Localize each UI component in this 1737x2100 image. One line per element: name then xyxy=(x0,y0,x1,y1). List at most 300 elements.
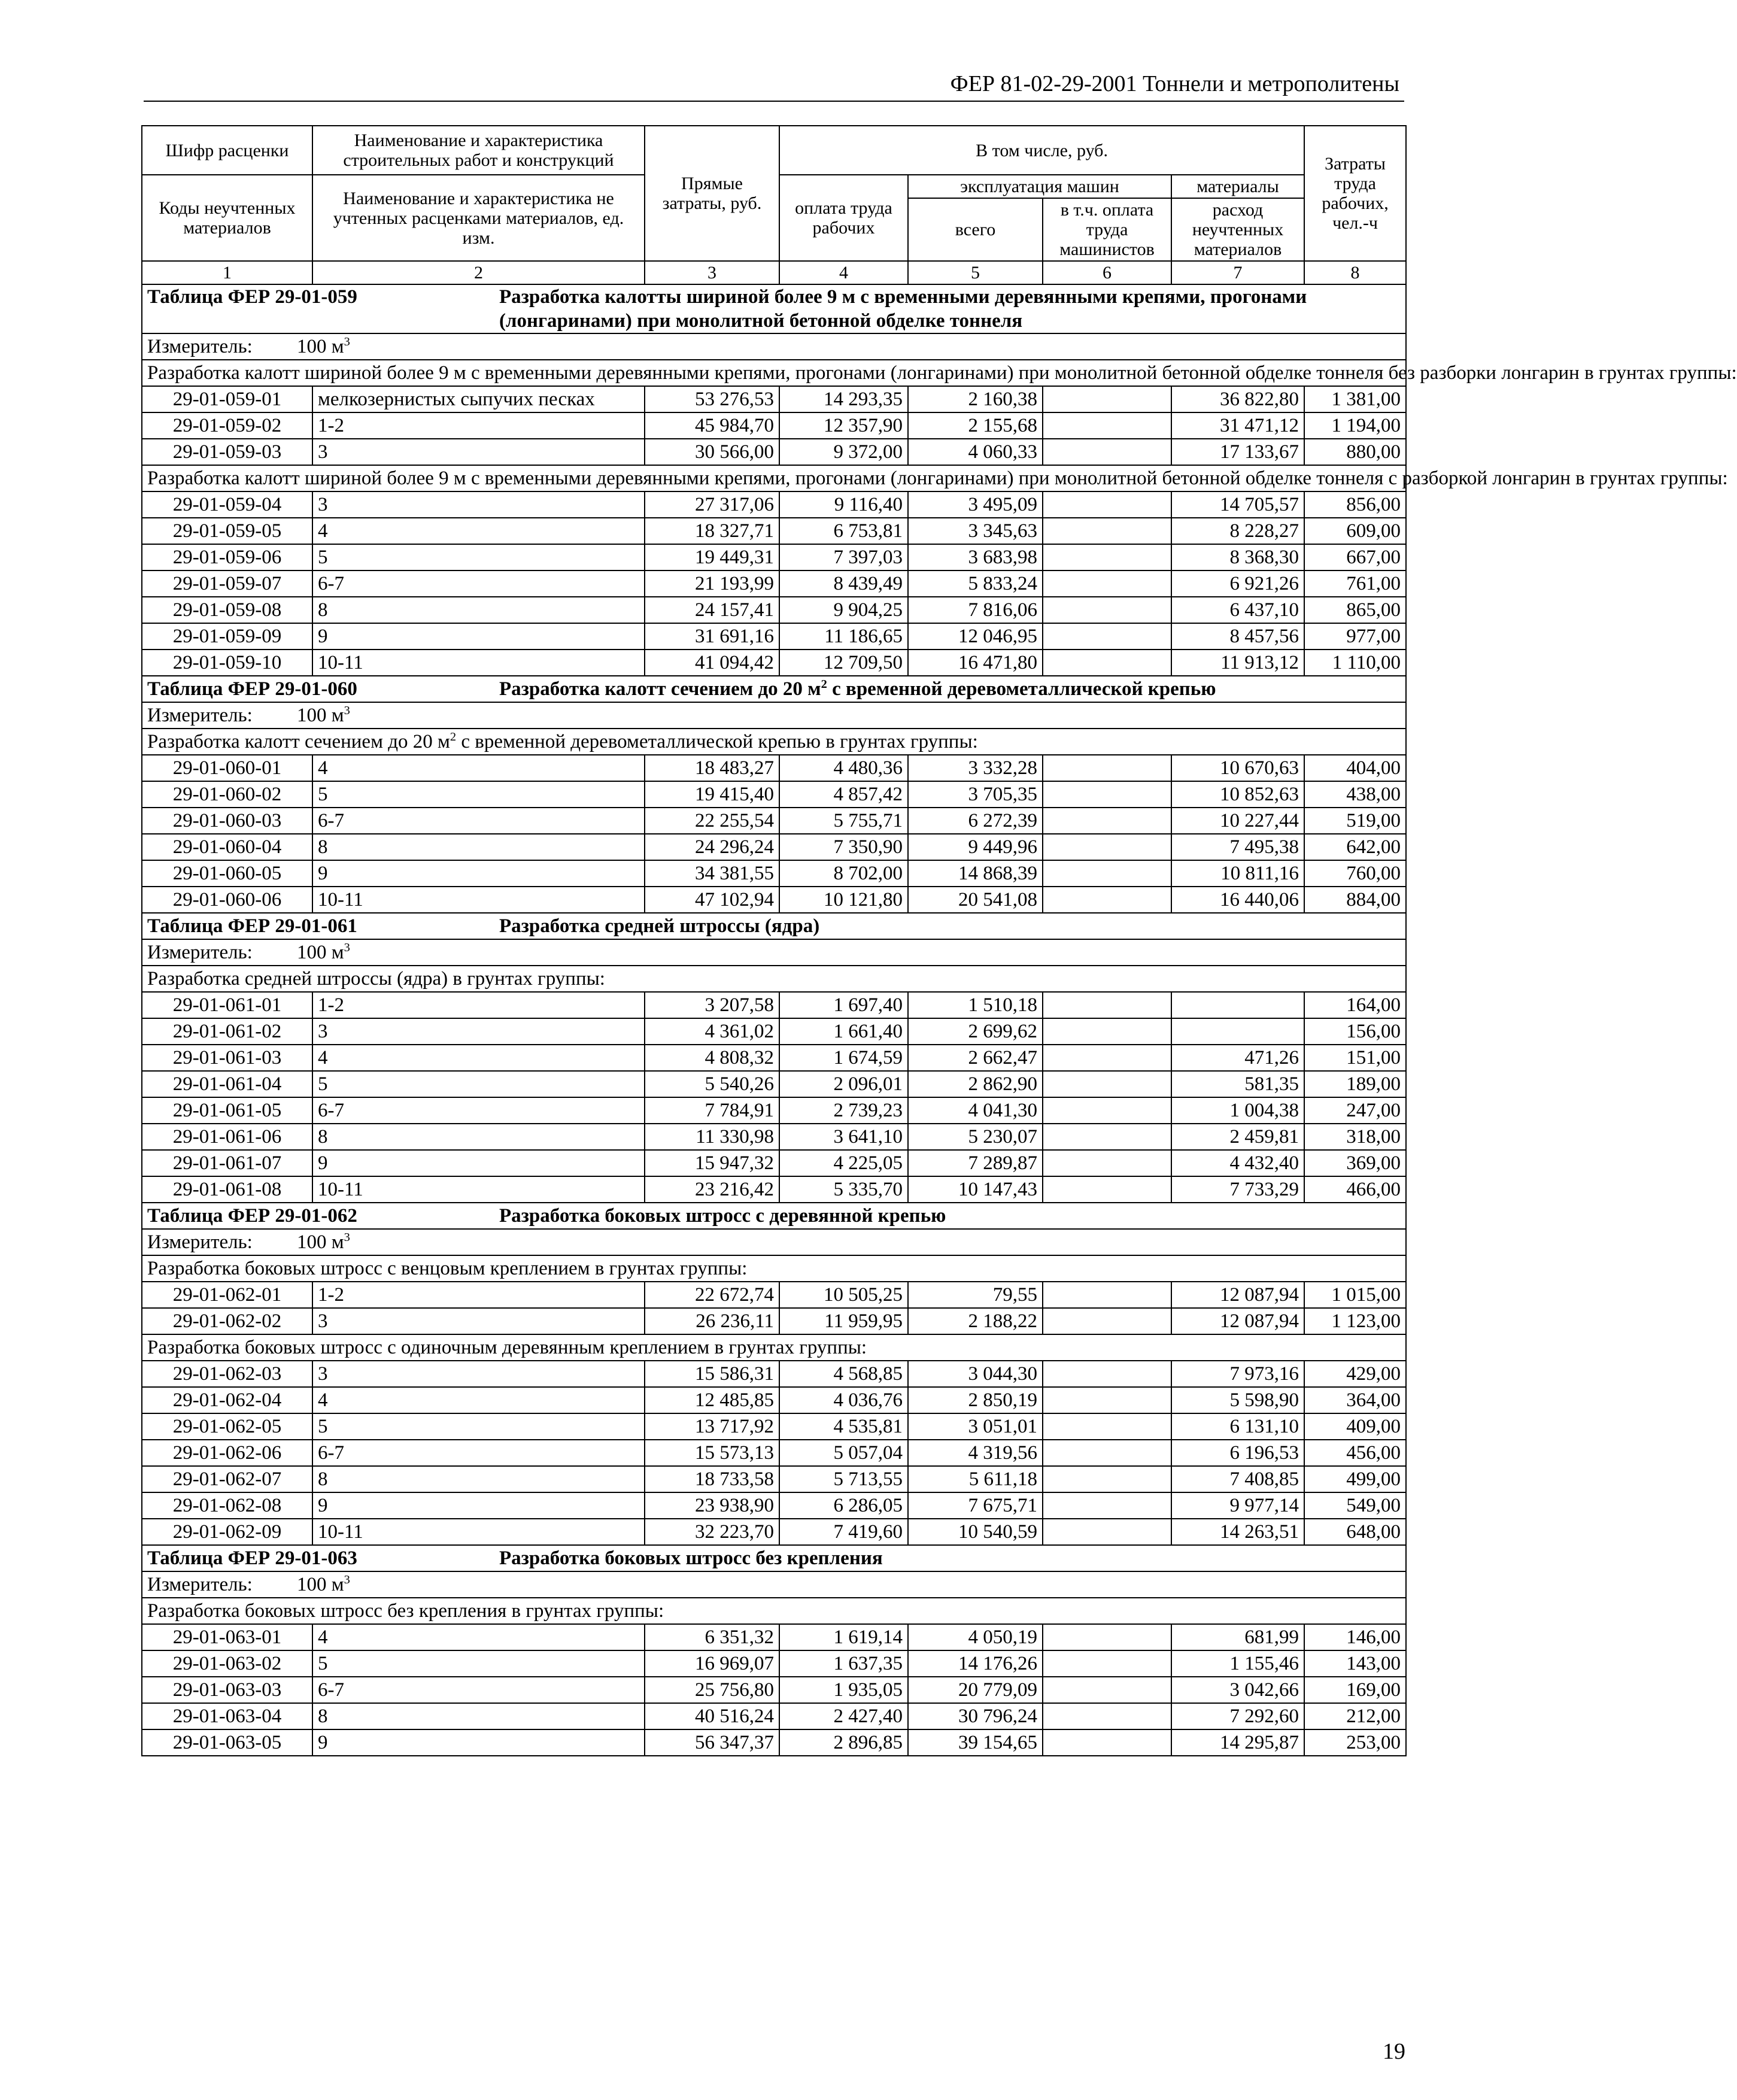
direct-cost: 18 327,71 xyxy=(645,518,779,544)
rate-code: 29-01-059-10 xyxy=(142,650,312,676)
group-name: 1-2 xyxy=(312,1282,645,1308)
group-subtitle: Разработка боковых штросс с венцовым креплением в грунтах группы: xyxy=(142,1255,1406,1282)
header-materials: материалы xyxy=(1171,175,1304,198)
table-row xyxy=(142,1071,1406,1097)
group-name: 6-7 xyxy=(312,1440,645,1466)
machines-total: 2 699,62 xyxy=(908,1018,1043,1045)
subtitle-sup: 2 xyxy=(450,730,457,744)
group-name: 5 xyxy=(312,1071,645,1097)
machines-total: 7 289,87 xyxy=(908,1150,1043,1176)
labor-cost: 369,00 xyxy=(1304,1150,1406,1176)
section-title-row xyxy=(142,913,1406,939)
machines-total: 10 147,43 xyxy=(908,1176,1043,1203)
machinist-wages xyxy=(1043,1466,1171,1492)
table-row xyxy=(142,1387,1406,1413)
subtitle-row xyxy=(142,1255,1406,1282)
rate-code: 29-01-063-01 xyxy=(142,1624,312,1650)
machines-total: 10 540,59 xyxy=(908,1519,1043,1545)
worker-wages: 6 753,81 xyxy=(779,518,908,544)
meter-sup: 3 xyxy=(344,335,350,348)
machines-total: 3 683,98 xyxy=(908,544,1043,570)
machines-total: 20 541,08 xyxy=(908,887,1043,913)
table-row xyxy=(142,386,1406,412)
machinist-wages xyxy=(1043,623,1171,650)
worker-wages: 4 857,42 xyxy=(779,781,908,808)
machines-total: 2 188,22 xyxy=(908,1308,1043,1334)
worker-wages: 9 904,25 xyxy=(779,597,908,623)
machines-total: 30 796,24 xyxy=(908,1703,1043,1729)
rate-code: 29-01-060-01 xyxy=(142,755,312,781)
machinist-wages xyxy=(1043,412,1171,439)
section-title xyxy=(142,1203,1406,1229)
rate-code: 29-01-061-08 xyxy=(142,1176,312,1203)
labor-cost: 247,00 xyxy=(1304,1097,1406,1124)
labor-cost: 667,00 xyxy=(1304,544,1406,570)
column-number: 5 xyxy=(908,261,1043,284)
labor-cost: 549,00 xyxy=(1304,1492,1406,1519)
meter-value: 100 м xyxy=(297,336,344,357)
column-number: 1 xyxy=(142,261,312,284)
direct-cost: 31 691,16 xyxy=(645,623,779,650)
rate-code: 29-01-062-03 xyxy=(142,1361,312,1387)
section-title-row xyxy=(142,1545,1406,1571)
worker-wages: 9 372,00 xyxy=(779,439,908,465)
rate-code: 29-01-060-03 xyxy=(142,808,312,834)
labor-cost: 151,00 xyxy=(1304,1045,1406,1071)
machines-total: 3 332,28 xyxy=(908,755,1043,781)
table-title-part: Разработка калотт сечением до 20 м xyxy=(499,678,821,700)
machinist-wages xyxy=(1043,1308,1171,1334)
labor-cost: 1 123,00 xyxy=(1304,1308,1406,1334)
table-title: Разработка боковых штросс без крепления xyxy=(499,1547,883,1569)
machinist-wages xyxy=(1043,386,1171,412)
labor-cost: 438,00 xyxy=(1304,781,1406,808)
group-name: 9 xyxy=(312,1729,645,1756)
labor-cost: 865,00 xyxy=(1304,597,1406,623)
table-row xyxy=(142,1650,1406,1677)
direct-cost: 18 733,58 xyxy=(645,1466,779,1492)
worker-wages: 2 096,01 xyxy=(779,1071,908,1097)
section-title xyxy=(142,1545,1406,1571)
worker-wages: 11 959,95 xyxy=(779,1308,908,1334)
group-name: 3 xyxy=(312,491,645,518)
meter-value: 100 м xyxy=(297,1231,344,1253)
machinist-wages xyxy=(1043,570,1171,597)
materials-cost: 4 432,40 xyxy=(1171,1150,1304,1176)
rate-code: 29-01-059-08 xyxy=(142,597,312,623)
rate-code: 29-01-059-09 xyxy=(142,623,312,650)
group-subtitle: Разработка боковых штросс без крепления в грунтах группы: xyxy=(142,1598,1406,1624)
machinist-wages xyxy=(1043,1097,1171,1124)
machinist-wages xyxy=(1043,439,1171,465)
meter xyxy=(142,1229,1406,1255)
direct-cost: 3 207,58 xyxy=(645,992,779,1018)
worker-wages: 11 186,65 xyxy=(779,623,908,650)
materials-cost: 7 495,38 xyxy=(1171,834,1304,860)
machinist-wages xyxy=(1043,808,1171,834)
worker-wages: 2 739,23 xyxy=(779,1097,908,1124)
table-row xyxy=(142,623,1406,650)
subtitle-row xyxy=(142,360,1406,386)
worker-wages: 1 697,40 xyxy=(779,992,908,1018)
rate-code: 29-01-060-02 xyxy=(142,781,312,808)
section-title-row xyxy=(142,1203,1406,1229)
labor-cost: 499,00 xyxy=(1304,1466,1406,1492)
group-name: 9 xyxy=(312,623,645,650)
labor-cost: 164,00 xyxy=(1304,992,1406,1018)
direct-cost: 16 969,07 xyxy=(645,1650,779,1677)
direct-cost: 25 756,80 xyxy=(645,1677,779,1703)
meter-label: Измеритель: xyxy=(147,1231,253,1253)
group-name: 9 xyxy=(312,1150,645,1176)
group-name: 10-11 xyxy=(312,650,645,676)
machines-total: 3 495,09 xyxy=(908,491,1043,518)
header-machines-wages: в т.ч. оплата труда машинистов xyxy=(1043,198,1171,261)
table-row xyxy=(142,808,1406,834)
materials-cost: 11 913,12 xyxy=(1171,650,1304,676)
meter-sup: 3 xyxy=(344,704,350,717)
meter-sup: 3 xyxy=(344,1573,350,1586)
direct-cost: 27 317,06 xyxy=(645,491,779,518)
meter xyxy=(142,333,1406,360)
worker-wages: 1 637,35 xyxy=(779,1650,908,1677)
table-title xyxy=(499,677,1391,701)
rate-code: 29-01-060-05 xyxy=(142,860,312,887)
direct-cost: 11 330,98 xyxy=(645,1124,779,1150)
table-row xyxy=(142,1703,1406,1729)
materials-cost: 16 440,06 xyxy=(1171,887,1304,913)
table-row xyxy=(142,1045,1406,1071)
section-title xyxy=(142,676,1406,702)
direct-cost: 40 516,24 xyxy=(645,1703,779,1729)
group-name: 10-11 xyxy=(312,1519,645,1545)
worker-wages: 10 121,80 xyxy=(779,887,908,913)
table-row xyxy=(142,887,1406,913)
group-name: 5 xyxy=(312,1413,645,1440)
machines-total: 2 155,68 xyxy=(908,412,1043,439)
rate-code: 29-01-059-03 xyxy=(142,439,312,465)
rate-code: 29-01-062-05 xyxy=(142,1413,312,1440)
meter-row xyxy=(142,333,1406,360)
rate-code: 29-01-062-06 xyxy=(142,1440,312,1466)
direct-cost: 34 381,55 xyxy=(645,860,779,887)
machinist-wages xyxy=(1043,781,1171,808)
direct-cost: 6 351,32 xyxy=(645,1624,779,1650)
materials-cost: 9 977,14 xyxy=(1171,1492,1304,1519)
materials-cost: 681,99 xyxy=(1171,1624,1304,1650)
table-row xyxy=(142,860,1406,887)
direct-cost: 56 347,37 xyxy=(645,1729,779,1756)
materials-cost: 12 087,94 xyxy=(1171,1282,1304,1308)
table-row xyxy=(142,1677,1406,1703)
machines-total: 4 041,30 xyxy=(908,1097,1043,1124)
direct-cost: 5 540,26 xyxy=(645,1071,779,1097)
group-subtitle xyxy=(142,729,1406,755)
meter-row xyxy=(142,702,1406,729)
rate-code: 29-01-063-03 xyxy=(142,1677,312,1703)
rate-code: 29-01-060-04 xyxy=(142,834,312,860)
labor-cost: 253,00 xyxy=(1304,1729,1406,1756)
machines-total: 5 833,24 xyxy=(908,570,1043,597)
worker-wages: 4 480,36 xyxy=(779,755,908,781)
column-number: 6 xyxy=(1043,261,1171,284)
meter-sup: 3 xyxy=(344,1231,350,1244)
section-title xyxy=(142,284,1406,333)
rate-code: 29-01-059-01 xyxy=(142,386,312,412)
labor-cost: 456,00 xyxy=(1304,1440,1406,1466)
labor-cost: 156,00 xyxy=(1304,1018,1406,1045)
worker-wages: 4 036,76 xyxy=(779,1387,908,1413)
labor-cost: 761,00 xyxy=(1304,570,1406,597)
machinist-wages xyxy=(1043,1045,1171,1071)
meter-row xyxy=(142,1571,1406,1598)
worker-wages: 7 350,90 xyxy=(779,834,908,860)
worker-wages: 5 755,71 xyxy=(779,808,908,834)
direct-cost: 4 808,32 xyxy=(645,1045,779,1071)
table-row xyxy=(142,1176,1406,1203)
table-number: Таблица ФЕР 29-01-059 xyxy=(147,286,357,308)
labor-cost: 409,00 xyxy=(1304,1413,1406,1440)
labor-cost: 169,00 xyxy=(1304,1677,1406,1703)
meter-label: Измеритель: xyxy=(147,705,253,726)
materials-cost xyxy=(1171,1018,1304,1045)
direct-cost: 22 672,74 xyxy=(645,1282,779,1308)
group-name: 4 xyxy=(312,1045,645,1071)
table-row xyxy=(142,834,1406,860)
rate-code: 29-01-062-04 xyxy=(142,1387,312,1413)
table-number: Таблица ФЕР 29-01-061 xyxy=(147,915,357,937)
header-machines: эксплуатация машин xyxy=(908,175,1171,198)
machines-total: 3 705,35 xyxy=(908,781,1043,808)
labor-cost: 143,00 xyxy=(1304,1650,1406,1677)
worker-wages: 10 505,25 xyxy=(779,1282,908,1308)
rate-code: 29-01-062-02 xyxy=(142,1308,312,1334)
machinist-wages xyxy=(1043,518,1171,544)
section-title-row xyxy=(142,676,1406,702)
machinist-wages xyxy=(1043,1413,1171,1440)
group-name: 8 xyxy=(312,1124,645,1150)
column-number: 2 xyxy=(312,261,645,284)
machinist-wages xyxy=(1043,597,1171,623)
header-machines-total: всего xyxy=(908,198,1043,261)
materials-cost: 7 733,29 xyxy=(1171,1176,1304,1203)
direct-cost: 23 938,90 xyxy=(645,1492,779,1519)
group-name: 10-11 xyxy=(312,887,645,913)
table-row xyxy=(142,1440,1406,1466)
subtitle-row xyxy=(142,1334,1406,1361)
page-header xyxy=(144,65,1404,102)
labor-cost: 429,00 xyxy=(1304,1361,1406,1387)
header-labor: Затраты труда рабочих, чел.-ч xyxy=(1304,126,1406,261)
rate-code: 29-01-062-07 xyxy=(142,1466,312,1492)
materials-cost: 14 263,51 xyxy=(1171,1519,1304,1545)
group-name: 4 xyxy=(312,518,645,544)
table-row xyxy=(142,1729,1406,1756)
table-row xyxy=(142,781,1406,808)
column-number: 3 xyxy=(645,261,779,284)
table-row xyxy=(142,439,1406,465)
subtitle-part: с временной деревометаллической крепью в грунтах группы: xyxy=(456,731,978,752)
rate-code: 29-01-063-02 xyxy=(142,1650,312,1677)
group-name: 6-7 xyxy=(312,1097,645,1124)
machinist-wages xyxy=(1043,491,1171,518)
header-name-top: Наименование и характеристика строительных работ и конструкций xyxy=(312,126,645,175)
group-name: 1-2 xyxy=(312,412,645,439)
table-row xyxy=(142,1466,1406,1492)
direct-cost: 13 717,92 xyxy=(645,1413,779,1440)
group-name: 1-2 xyxy=(312,992,645,1018)
subtitle-row xyxy=(142,729,1406,755)
table-row xyxy=(142,992,1406,1018)
column-number: 8 xyxy=(1304,261,1406,284)
machinist-wages xyxy=(1043,1150,1171,1176)
table-body xyxy=(142,284,1737,1756)
machines-total: 5 230,07 xyxy=(908,1124,1043,1150)
materials-cost: 471,26 xyxy=(1171,1045,1304,1071)
table-title: Разработка средней штроссы (ядра) xyxy=(499,915,820,937)
table-title: Разработка боковых штросс с деревянной крепью xyxy=(499,1205,946,1227)
machinist-wages xyxy=(1043,1729,1171,1756)
machines-total: 14 176,26 xyxy=(908,1650,1043,1677)
group-name: мелкозернистых сыпучих песках xyxy=(312,386,645,412)
machinist-wages xyxy=(1043,1387,1171,1413)
rate-code: 29-01-062-08 xyxy=(142,1492,312,1519)
direct-cost: 22 255,54 xyxy=(645,808,779,834)
materials-cost: 17 133,67 xyxy=(1171,439,1304,465)
worker-wages: 12 709,50 xyxy=(779,650,908,676)
materials-cost: 8 228,27 xyxy=(1171,518,1304,544)
table-row xyxy=(142,1492,1406,1519)
materials-cost: 2 459,81 xyxy=(1171,1124,1304,1150)
subtitle-row xyxy=(142,465,1406,491)
table-row xyxy=(142,1124,1406,1150)
labor-cost: 318,00 xyxy=(1304,1124,1406,1150)
table-row xyxy=(142,597,1406,623)
worker-wages: 7 419,60 xyxy=(779,1519,908,1545)
direct-cost: 15 573,13 xyxy=(645,1440,779,1466)
group-name: 4 xyxy=(312,755,645,781)
worker-wages: 2 427,40 xyxy=(779,1703,908,1729)
table-row xyxy=(142,412,1406,439)
machines-total: 14 868,39 xyxy=(908,860,1043,887)
machines-total: 1 510,18 xyxy=(908,992,1043,1018)
machines-total: 4 050,19 xyxy=(908,1624,1043,1650)
group-subtitle: Разработка калотт шириной более 9 м с временными деревянными крепями, прогонами (лонгаринами) при монолитной бетонной обделке тоннеля с разборкой лонгарин в грунтах группы: xyxy=(142,465,1406,491)
materials-cost: 1 004,38 xyxy=(1171,1097,1304,1124)
machinist-wages xyxy=(1043,992,1171,1018)
group-name: 8 xyxy=(312,834,645,860)
group-name: 6-7 xyxy=(312,1677,645,1703)
labor-cost: 880,00 xyxy=(1304,439,1406,465)
materials-cost: 1 155,46 xyxy=(1171,1650,1304,1677)
direct-cost: 53 276,53 xyxy=(645,386,779,412)
header-wages: оплата труда рабочих xyxy=(779,175,908,261)
machinist-wages xyxy=(1043,1519,1171,1545)
machines-total: 9 449,96 xyxy=(908,834,1043,860)
worker-wages: 2 896,85 xyxy=(779,1729,908,1756)
direct-cost: 19 449,31 xyxy=(645,544,779,570)
rate-code: 29-01-061-07 xyxy=(142,1150,312,1176)
meter-value: 100 м xyxy=(297,942,344,963)
labor-cost: 519,00 xyxy=(1304,808,1406,834)
labor-cost: 146,00 xyxy=(1304,1624,1406,1650)
table-number: Таблица ФЕР 29-01-063 xyxy=(147,1547,357,1569)
table-number: Таблица ФЕР 29-01-060 xyxy=(147,678,357,700)
header-direct: Прямые затраты, руб. xyxy=(645,126,779,261)
machines-total: 6 272,39 xyxy=(908,808,1043,834)
materials-cost: 581,35 xyxy=(1171,1071,1304,1097)
direct-cost: 19 415,40 xyxy=(645,781,779,808)
worker-wages: 4 535,81 xyxy=(779,1413,908,1440)
table-row xyxy=(142,755,1406,781)
labor-cost: 466,00 xyxy=(1304,1176,1406,1203)
meter-value: 100 м xyxy=(297,705,344,726)
worker-wages: 5 057,04 xyxy=(779,1440,908,1466)
worker-wages: 6 286,05 xyxy=(779,1492,908,1519)
machines-total: 2 662,47 xyxy=(908,1045,1043,1071)
worker-wages: 8 702,00 xyxy=(779,860,908,887)
meter-value: 100 м xyxy=(297,1574,344,1595)
materials-cost: 7 973,16 xyxy=(1171,1361,1304,1387)
worker-wages: 7 397,03 xyxy=(779,544,908,570)
machines-total: 5 611,18 xyxy=(908,1466,1043,1492)
meter-label: Измеритель: xyxy=(147,942,253,963)
materials-cost: 10 811,16 xyxy=(1171,860,1304,887)
materials-cost: 10 670,63 xyxy=(1171,755,1304,781)
machines-total: 2 850,19 xyxy=(908,1387,1043,1413)
group-name: 3 xyxy=(312,1308,645,1334)
machinist-wages xyxy=(1043,834,1171,860)
machinist-wages xyxy=(1043,1624,1171,1650)
group-name: 3 xyxy=(312,1018,645,1045)
table-row xyxy=(142,650,1406,676)
group-name: 8 xyxy=(312,1703,645,1729)
worker-wages: 8 439,49 xyxy=(779,570,908,597)
table-row xyxy=(142,518,1406,544)
rate-code: 29-01-059-05 xyxy=(142,518,312,544)
section-title xyxy=(142,913,1406,939)
materials-cost: 3 042,66 xyxy=(1171,1677,1304,1703)
meter xyxy=(142,702,1406,729)
group-name: 4 xyxy=(312,1624,645,1650)
labor-cost: 189,00 xyxy=(1304,1071,1406,1097)
header-code-top: Шифр расценки xyxy=(142,126,312,175)
header-materials-unaccounted: расход неучтенных материалов xyxy=(1171,198,1304,261)
worker-wages: 4 568,85 xyxy=(779,1361,908,1387)
machinist-wages xyxy=(1043,755,1171,781)
machines-total: 3 051,01 xyxy=(908,1413,1043,1440)
worker-wages: 1 935,05 xyxy=(779,1677,908,1703)
group-name: 3 xyxy=(312,1361,645,1387)
materials-cost: 12 087,94 xyxy=(1171,1308,1304,1334)
group-subtitle: Разработка боковых штросс с одиночным деревянным креплением в грунтах группы: xyxy=(142,1334,1406,1361)
direct-cost: 21 193,99 xyxy=(645,570,779,597)
direct-cost: 30 566,00 xyxy=(645,439,779,465)
rate-code: 29-01-061-06 xyxy=(142,1124,312,1150)
materials-cost: 7 408,85 xyxy=(1171,1466,1304,1492)
group-subtitle: Разработка калотт шириной более 9 м с временными деревянными крепями, прогонами (лонгаринами) при монолитной бетонной обделке тоннеля без разборки лонгарин в грунтах группы: xyxy=(142,360,1406,386)
labor-cost: 856,00 xyxy=(1304,491,1406,518)
machinist-wages xyxy=(1043,650,1171,676)
table-row xyxy=(142,1018,1406,1045)
worker-wages: 4 225,05 xyxy=(779,1150,908,1176)
labor-cost: 1 194,00 xyxy=(1304,412,1406,439)
direct-cost: 24 296,24 xyxy=(645,834,779,860)
header-code-bottom: Коды неучтенных материалов xyxy=(142,175,312,261)
direct-cost: 47 102,94 xyxy=(645,887,779,913)
group-name: 8 xyxy=(312,1466,645,1492)
machines-total: 12 046,95 xyxy=(908,623,1043,650)
